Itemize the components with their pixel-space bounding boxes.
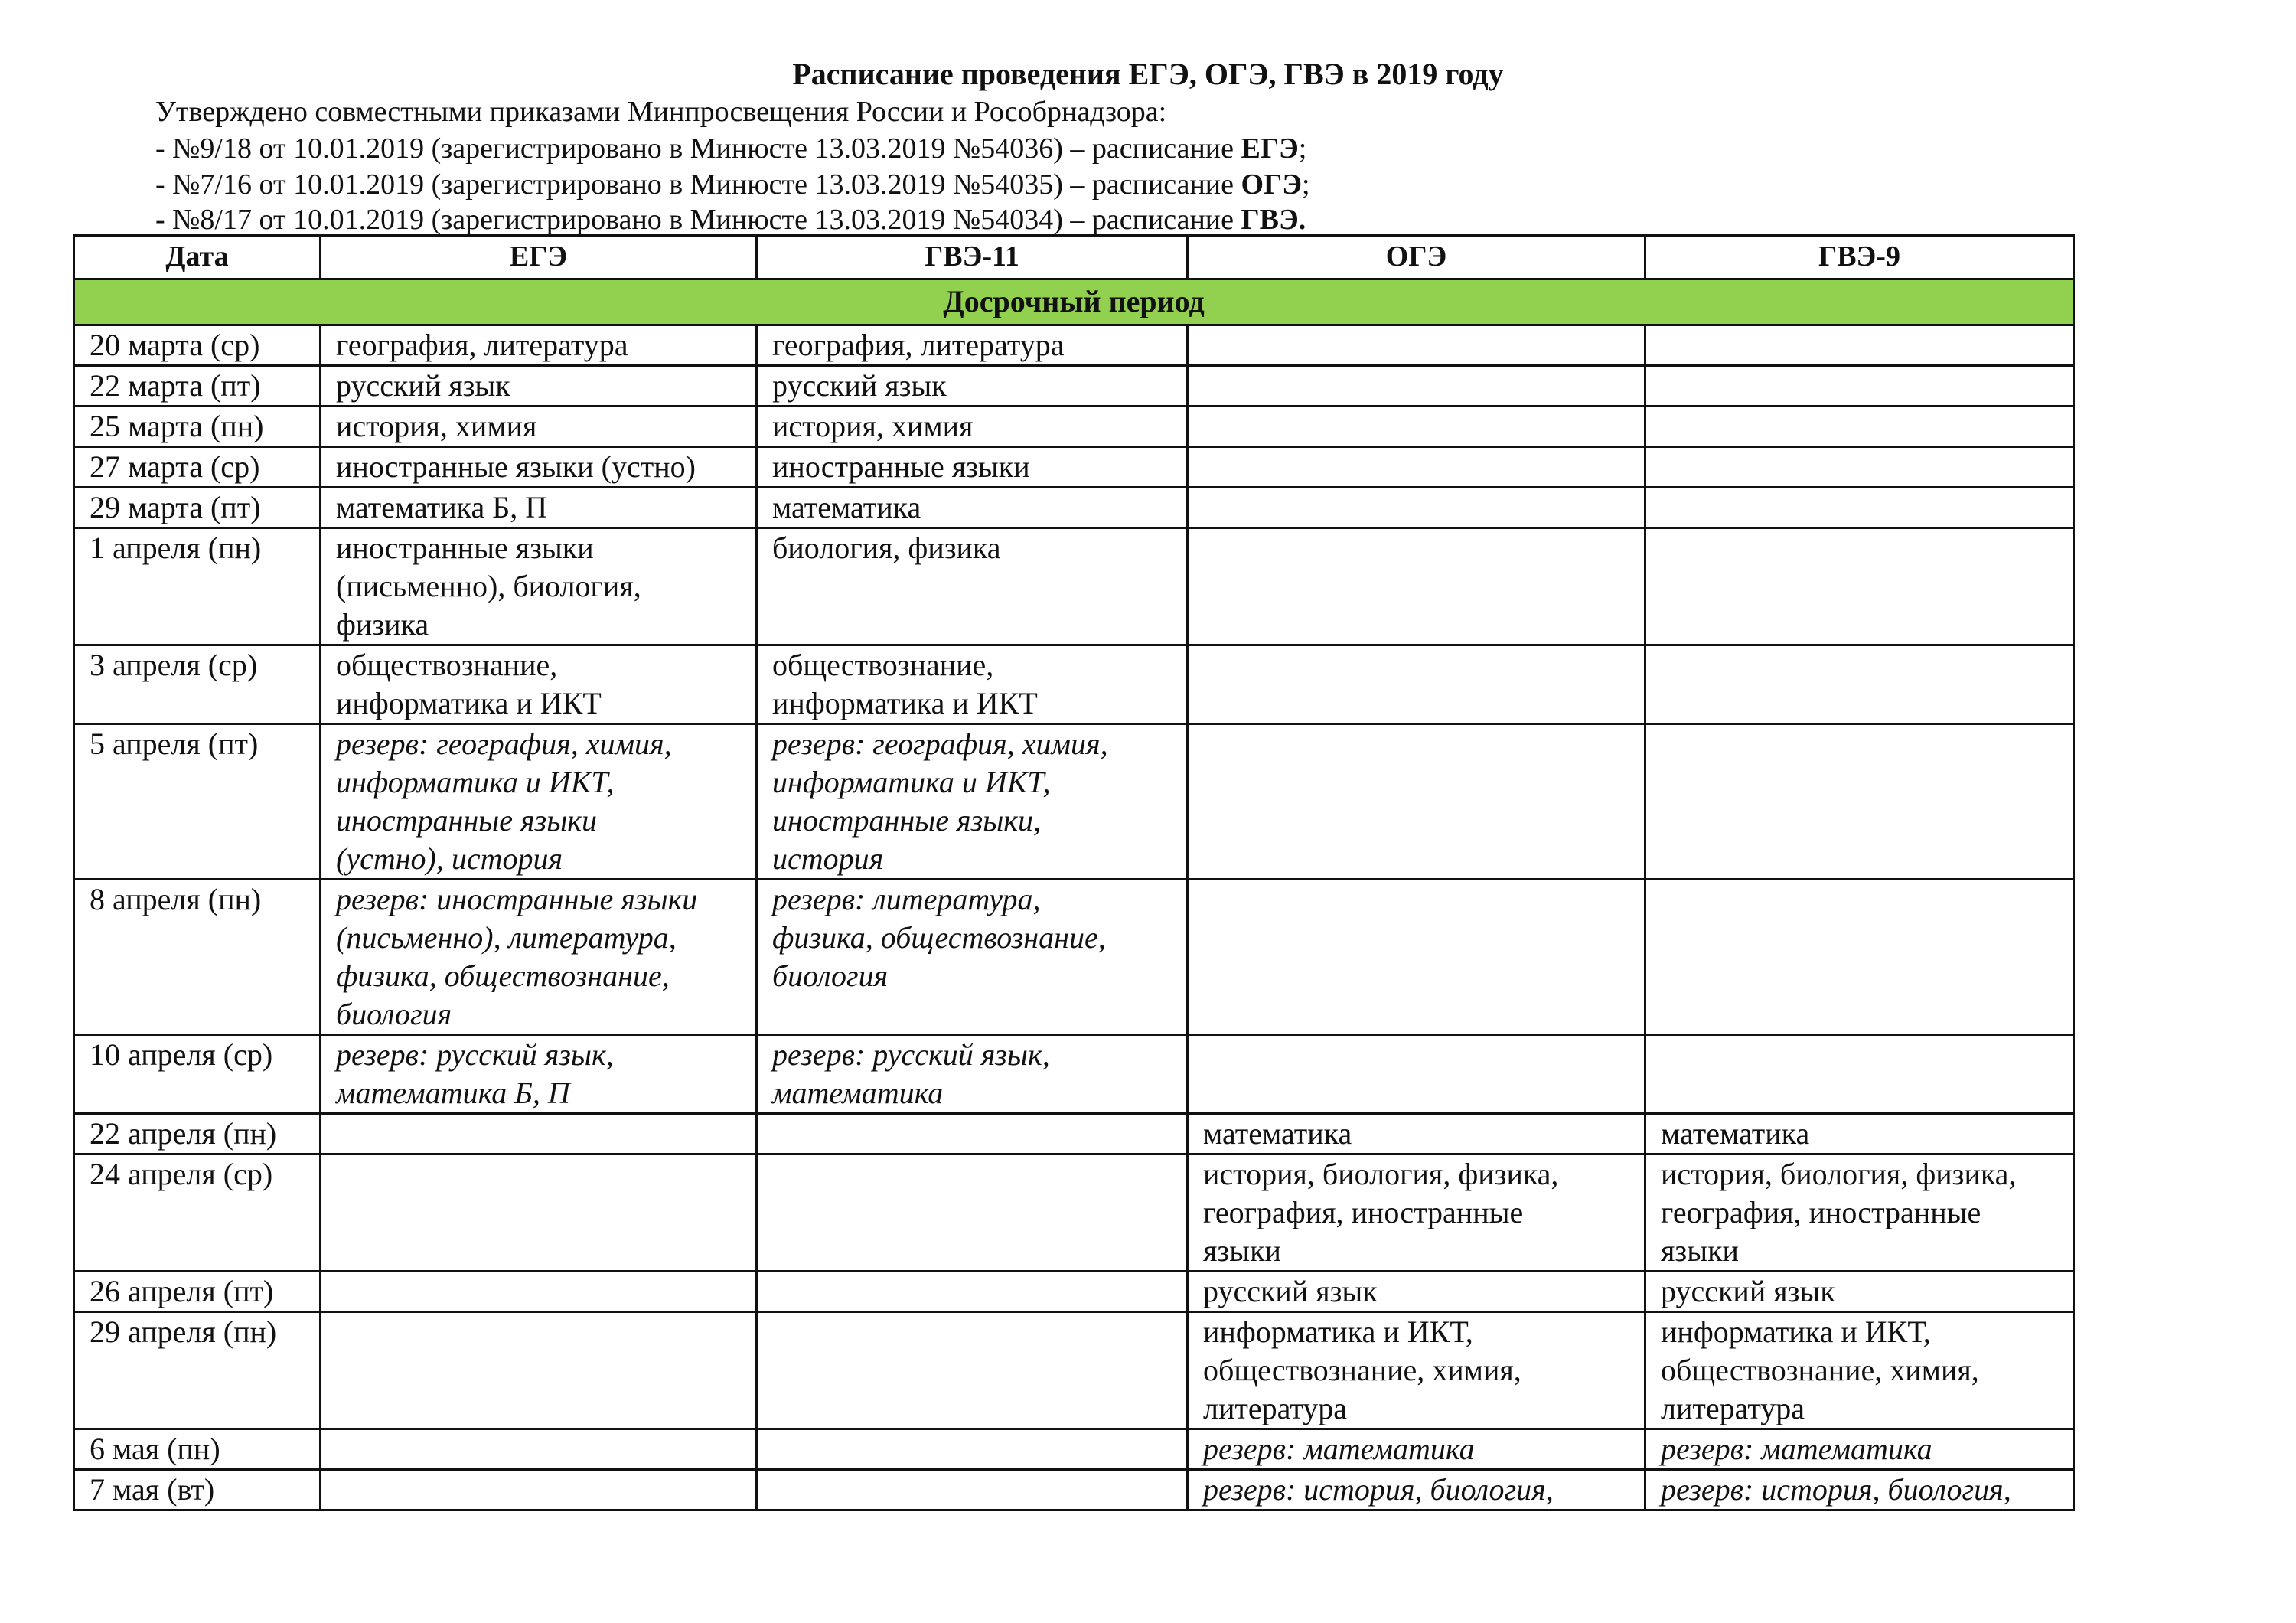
cell-oge — [1188, 1035, 1645, 1114]
intro-line-order-oge — [155, 166, 1310, 203]
cell-gve11 — [757, 1035, 1188, 1114]
cell-ege-text: иностранные языки (письменно), биология, физика — [336, 531, 641, 642]
intro-line-order-ege — [155, 130, 1306, 167]
cell-date-text: 29 апреля (пн) — [90, 1314, 277, 1349]
cell-ege — [321, 1429, 757, 1470]
table-row — [74, 366, 2074, 407]
cell-gve11 — [757, 1429, 1188, 1470]
cell-gve9-text: информатика и ИКТ, обществознание, химия, литература — [1661, 1314, 1979, 1425]
table-row — [74, 1114, 2074, 1154]
intro-line-order-gve-text: - №8/17 от 10.01.2019 (зарегистрировано в Минюсте 13.03.2019 №54034) – расписание — [155, 204, 1241, 236]
cell-ege — [321, 1312, 757, 1429]
cell-gve11 — [757, 1470, 1188, 1510]
cell-ege — [321, 1154, 757, 1272]
cell-date — [74, 880, 321, 1035]
cell-gve11-text: география, литература — [772, 328, 1065, 362]
table-row — [74, 1154, 2074, 1272]
cell-oge — [1188, 325, 1645, 366]
intro-line-order-oge-text: - №7/16 от 10.01.2019 (зарегистрировано в Минюсте 13.03.2019 №54035) – расписание — [155, 168, 1241, 201]
cell-date-text: 22 марта (пт) — [90, 368, 261, 403]
cell-gve9 — [1645, 325, 2074, 366]
cell-oge — [1188, 488, 1645, 528]
cell-date-text: 5 апреля (пт) — [90, 727, 259, 761]
cell-gve11-text: русский язык — [772, 368, 947, 403]
cell-gve11-text: история, химия — [772, 409, 974, 443]
cell-gve11 — [757, 325, 1188, 366]
cell-gve11 — [757, 488, 1188, 528]
cell-gve9 — [1645, 528, 2074, 645]
cell-date-text: 8 апреля (пн) — [90, 882, 262, 916]
cell-gve9 — [1645, 1272, 2074, 1312]
cell-gve9 — [1645, 1312, 2074, 1429]
cell-oge — [1188, 880, 1645, 1035]
cell-date — [74, 1035, 321, 1114]
cell-date — [74, 488, 321, 528]
cell-oge — [1188, 447, 1645, 488]
cell-date — [74, 1114, 321, 1154]
intro-line-order-ege-bold: ЕГЭ — [1241, 132, 1299, 165]
cell-gve9 — [1645, 1470, 2074, 1510]
cell-ege-text: история, химия — [336, 409, 537, 443]
cell-gve9 — [1645, 1429, 2074, 1470]
cell-ege — [321, 880, 757, 1035]
cell-date-text: 1 апреля (пн) — [90, 531, 262, 565]
cell-ege — [321, 528, 757, 645]
cell-oge-text: русский язык — [1203, 1274, 1378, 1308]
cell-oge — [1188, 724, 1645, 880]
cell-ege — [321, 1114, 757, 1154]
column-header-oge: ОГЭ — [1188, 236, 1645, 279]
cell-oge-text: резерв: история, биология, — [1203, 1472, 1554, 1507]
cell-gve9 — [1645, 1035, 2074, 1114]
cell-gve9 — [1645, 366, 2074, 407]
cell-date — [74, 1429, 321, 1470]
cell-gve9 — [1645, 724, 2074, 880]
cell-oge — [1188, 1154, 1645, 1272]
cell-date-text: 24 апреля (ср) — [90, 1157, 273, 1191]
cell-date-text: 25 марта (пн) — [90, 409, 264, 443]
cell-gve11-text: резерв: русский язык, математика — [772, 1037, 1050, 1110]
cell-date-text: 7 мая (вт) — [90, 1472, 215, 1507]
cell-ege — [321, 1470, 757, 1510]
cell-date-text: 29 марта (пт) — [90, 490, 261, 524]
table-row — [74, 407, 2074, 447]
intro-line-approval: Утверждено совместными приказами Минпросвещения России и Рособрнадзора: — [155, 96, 1167, 128]
cell-gve11 — [757, 724, 1188, 880]
cell-date-text: 3 апреля (ср) — [90, 648, 258, 682]
cell-gve11-text: обществознание, информатика и ИКТ — [772, 648, 1038, 720]
intro-line-order-gve — [155, 201, 1306, 238]
cell-oge — [1188, 1429, 1645, 1470]
cell-date — [74, 366, 321, 407]
cell-date-text: 10 апреля (ср) — [90, 1037, 273, 1072]
cell-date-text: 22 апреля (пн) — [90, 1116, 277, 1151]
cell-date-text: 26 апреля (пт) — [90, 1274, 274, 1308]
cell-ege-text: резерв: иностранные языки (письменно), литература, физика, обществознание, биология — [336, 882, 698, 1031]
cell-gve11 — [757, 1154, 1188, 1272]
cell-gve11 — [757, 880, 1188, 1035]
cell-gve11 — [757, 366, 1188, 407]
table-row — [74, 880, 2074, 1035]
cell-date — [74, 447, 321, 488]
cell-gve11 — [757, 407, 1188, 447]
cell-oge — [1188, 366, 1645, 407]
cell-gve11-text: резерв: литература, физика, обществознание, биология — [772, 882, 1106, 993]
cell-gve11-text: иностранные языки — [772, 449, 1030, 484]
cell-oge-text: резерв: математика — [1203, 1432, 1475, 1466]
column-header-date: Дата — [74, 236, 321, 279]
cell-gve11 — [757, 1312, 1188, 1429]
cell-oge — [1188, 1272, 1645, 1312]
table-row — [74, 447, 2074, 488]
intro-line-order-gve-bold: ГВЭ. — [1241, 204, 1306, 236]
cell-gve11 — [757, 447, 1188, 488]
column-header-gve9: ГВЭ-9 — [1645, 236, 2074, 279]
cell-date-text: 6 мая (пн) — [90, 1432, 220, 1466]
cell-ege — [321, 488, 757, 528]
cell-date — [74, 528, 321, 645]
section-row — [74, 279, 2074, 325]
document-title: Расписание проведения ЕГЭ, ОГЭ, ГВЭ в 2019 году — [792, 57, 1504, 91]
cell-gve9-text: русский язык — [1661, 1274, 1835, 1308]
table-row — [74, 1312, 2074, 1429]
cell-oge — [1188, 645, 1645, 724]
intro-line-order-oge-suffix: ; — [1302, 168, 1310, 201]
cell-ege-text: резерв: русский язык, математика Б, П — [336, 1037, 614, 1110]
cell-gve11-text: математика — [772, 490, 921, 524]
cell-ege — [321, 1272, 757, 1312]
cell-ege-text: русский язык — [336, 368, 510, 403]
cell-ege — [321, 1035, 757, 1114]
cell-date — [74, 1154, 321, 1272]
cell-gve11 — [757, 528, 1188, 645]
cell-gve9 — [1645, 1114, 2074, 1154]
table-header-row — [74, 236, 2074, 279]
cell-date — [74, 645, 321, 724]
cell-date-text: 27 марта (ср) — [90, 449, 260, 484]
cell-ege — [321, 724, 757, 880]
cell-oge-text: математика — [1203, 1116, 1352, 1151]
table-row — [74, 1429, 2074, 1470]
cell-ege-text: математика Б, П — [336, 490, 548, 524]
table-row — [74, 1035, 2074, 1114]
cell-gve9-text: математика — [1661, 1116, 1810, 1151]
cell-gve11 — [757, 645, 1188, 724]
cell-date — [74, 407, 321, 447]
cell-ege-text: обществознание, информатика и ИКТ — [336, 648, 602, 720]
cell-oge — [1188, 1470, 1645, 1510]
cell-date-text: 20 марта (ср) — [90, 328, 260, 362]
table-row — [74, 645, 2074, 724]
cell-ege-text: резерв: география, химия, информатика и ИКТ, иностранные языки (устно), история — [336, 727, 672, 876]
cell-gve11-text: биология, физика — [772, 531, 1001, 565]
cell-gve9-text: история, биология, физика, география, иностранные языки — [1661, 1157, 2017, 1268]
section-header-early-period: Досрочный период — [74, 279, 2074, 325]
column-header-gve11: ГВЭ-11 — [757, 236, 1188, 279]
cell-ege — [321, 366, 757, 407]
cell-gve9 — [1645, 447, 2074, 488]
cell-gve11 — [757, 1114, 1188, 1154]
cell-date — [74, 724, 321, 880]
cell-gve11 — [757, 1272, 1188, 1312]
table-row — [74, 724, 2074, 880]
cell-gve9 — [1645, 645, 2074, 724]
cell-gve9 — [1645, 407, 2074, 447]
schedule-table — [73, 234, 2075, 1511]
cell-gve9 — [1645, 880, 2074, 1035]
cell-gve9-text: резерв: математика — [1661, 1432, 1932, 1466]
cell-oge — [1188, 528, 1645, 645]
cell-oge — [1188, 1312, 1645, 1429]
cell-ege — [321, 447, 757, 488]
cell-oge-text: информатика и ИКТ, обществознание, химия, литература — [1203, 1314, 1521, 1425]
table-row — [74, 488, 2074, 528]
intro-line-order-oge-bold: ОГЭ — [1241, 168, 1303, 201]
cell-ege — [321, 325, 757, 366]
intro-line-order-ege-text: - №9/18 от 10.01.2019 (зарегистрировано в Минюсте 13.03.2019 №54036) – расписание — [155, 132, 1241, 165]
cell-date — [74, 1272, 321, 1312]
cell-gve9 — [1645, 1154, 2074, 1272]
cell-gve11-text: резерв: география, химия, информатика и ИКТ, иностранные языки, история — [772, 727, 1108, 876]
cell-gve9 — [1645, 488, 2074, 528]
cell-date — [74, 1312, 321, 1429]
cell-ege-text: иностранные языки (устно) — [336, 449, 696, 484]
schedule-rows — [74, 325, 2074, 1510]
table-row — [74, 1272, 2074, 1312]
cell-ege — [321, 407, 757, 447]
cell-oge — [1188, 407, 1645, 447]
cell-ege-text: география, литература — [336, 328, 628, 362]
column-header-ege: ЕГЭ — [321, 236, 757, 279]
intro-line-order-ege-suffix: ; — [1298, 132, 1307, 165]
table-row — [74, 1470, 2074, 1510]
cell-date — [74, 1470, 321, 1510]
cell-oge — [1188, 1114, 1645, 1154]
cell-ege — [321, 645, 757, 724]
cell-oge-text: история, биология, физика, география, иностранные языки — [1203, 1157, 1559, 1268]
table-row — [74, 528, 2074, 645]
cell-gve9-text: резерв: история, биология, — [1661, 1472, 2011, 1507]
table-row — [74, 325, 2074, 366]
cell-date — [74, 325, 321, 366]
